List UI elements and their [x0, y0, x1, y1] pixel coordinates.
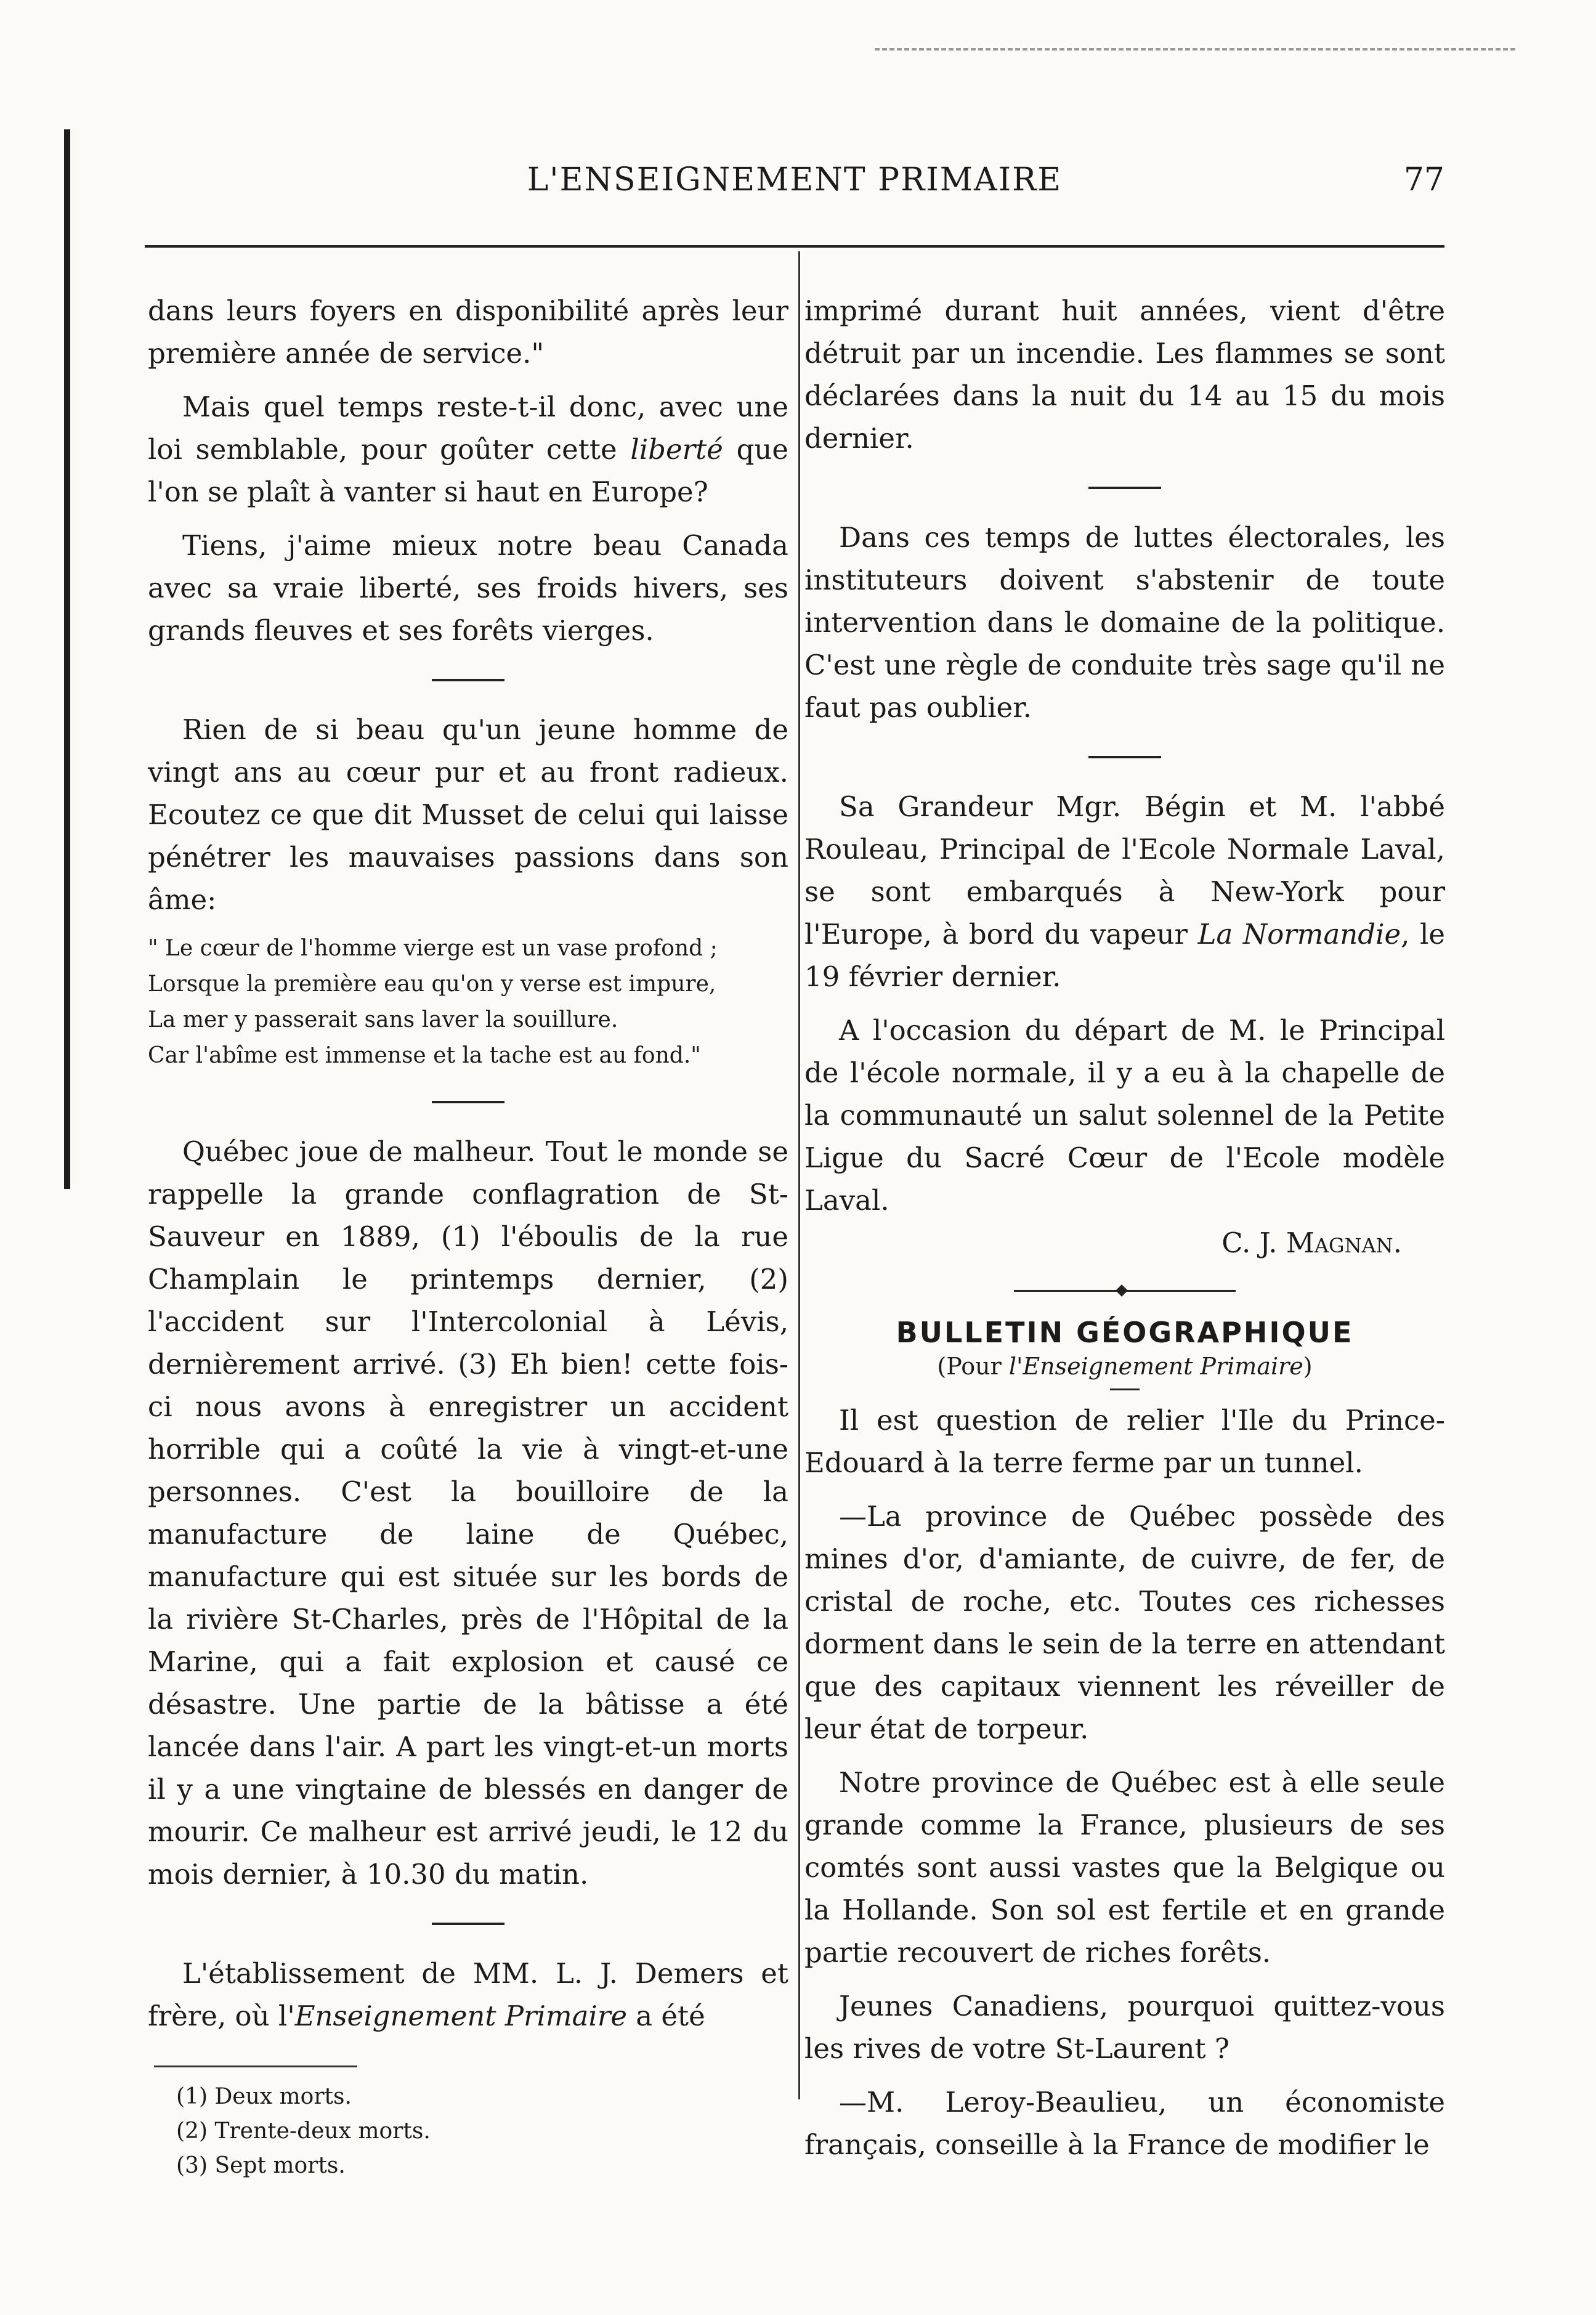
short-dash	[1110, 1389, 1140, 1390]
paragraph: Dans ces temps de luttes électorales, les instituteurs doivent s'abstenir de toute intervention dans le domaine de la politique. C'est une règle de conduite très sage qu'il ne faut pas oublier.	[804, 521, 1445, 724]
text-run: , le 19 février dernier.	[804, 918, 1445, 993]
text-run: L'établissement de MM. L. J. Demers et frère, où l'	[148, 1957, 788, 2032]
column-divider	[798, 251, 800, 2099]
paragraph: —La province de Québec possède des mines d'or, d'amiante, de cuivre, de fer, de cristal de roche, etc. Toutes ces richesses dorment dans le sein de la terre en attendant que des capitaux viennent les réveiller de leur état de torpeur.	[804, 1500, 1445, 1745]
paragraph	[804, 785, 1445, 998]
scan-margin-bar	[64, 129, 70, 1189]
signature-text: C. J. Magnan.	[1221, 1226, 1402, 1259]
running-title: L'ENSEIGNEMENT PRIMAIRE	[527, 161, 1063, 198]
footnote: (2) Trente-deux morts.	[176, 2118, 431, 2144]
text-run: )	[1303, 1353, 1313, 1380]
separator-rule	[432, 1101, 504, 1103]
text-run: Sa Grandeur Mgr. Bégin et M. l'abbé Rouleau, Principal de l'Ecole Normale Laval, se sont embarqués à New-York pour l'Europe, à bord du vapeur	[804, 790, 1445, 951]
ornament-diamond	[1116, 1284, 1128, 1297]
paragraph: —M. Leroy-Beaulieu, un économiste français, conseille à la France de modifier le	[804, 2086, 1445, 2161]
paragraph	[148, 386, 788, 513]
page-header	[145, 161, 1444, 217]
section-subheading	[804, 1353, 1445, 1380]
verse-line: Lorsque la première eau qu'on y verse est impure,	[148, 971, 716, 997]
footnote: (1) Deux morts.	[176, 2084, 352, 2109]
paragraph: Tiens, j'aime mieux notre beau Canada avec sa vraie liberté, ses froids hivers, ses grands fleuves et ses forêts vierges.	[148, 529, 788, 647]
paragraph: Rien de si beau qu'un jeune homme de vingt ans au cœur pur et au front radieux. Ecoutez ce que dit Musset de celui qui laisse pénétrer les mauvaises passions dans son âme:	[148, 713, 788, 916]
emphasis: l'Enseignement Primaire	[1008, 1353, 1303, 1380]
separator-rule	[432, 1923, 504, 1925]
text-run: a été	[626, 2000, 705, 2032]
scan-artifact-dots	[875, 48, 1515, 54]
paragraph	[148, 1952, 788, 2037]
verse-line: Car l'abîme est immense et la tache est au fond."	[148, 1043, 701, 1068]
verse-line: " Le cœur de l'homme vierge est un vase profond ;	[148, 936, 718, 961]
paragraph: A l'occasion du départ de M. le Principal de l'école normale, il y a eu à la chapelle de la communauté un salut solennel de la Petite Ligue du Sacré Cœur de l'Ecole modèle Laval.	[804, 1014, 1445, 1217]
ornamental-separator	[1014, 1286, 1236, 1295]
text-run: Mais quel temps reste-t-il donc, avec une loi semblable, pour goûter cette	[148, 391, 788, 466]
emphasis: Enseignement Primaire	[294, 2000, 627, 2032]
footnote: (3) Sept morts.	[176, 2153, 346, 2178]
left-column	[148, 290, 788, 2183]
signature	[804, 1222, 1445, 1264]
footnote-rule	[154, 2066, 357, 2067]
page-number: 77	[1403, 161, 1444, 198]
paragraph: Québec joue de malheur. Tout le monde se rappelle la grande conflagration de St-Sauveur en 1889, (1) l'éboulis de la rue Champlain le printemps dernier, (2) l'accident sur l'Intercolonial à Lévis, dernièrement arrivé. (3) Eh bien! cette fois-ci nous avons à enregistrer un accident horrible qui a coûté la vie à vingt-et-une personnes. C'est la bouilloire de la manufacture de laine de Québec, manufacture qui est située sur les bords de la rivière St-Charles, près de l'Hôpital de la Marine, qui a fait explosion et causé ce désastre. Une partie de la bâtisse a été lancée dans l'air. A part les vingt-et-un morts il y a une vingtaine de blessés en danger de mourir. Ce malheur est arrivé jeudi, le 12 du mois dernier, à 10.30 du matin.	[148, 1135, 788, 1891]
paragraph: Il est question de relier l'Ile du Prince-Edouard à la terre ferme par un tunnel.	[804, 1404, 1445, 1479]
separator-rule	[1088, 756, 1161, 758]
text-run: que l'on se plaît à vanter si haut en Europe?	[148, 433, 788, 508]
header-rule	[145, 245, 1444, 248]
section-heading: BULLETIN GÉOGRAPHIQUE	[896, 1316, 1354, 1349]
right-column	[804, 290, 1445, 2166]
emphasis: liberté	[630, 433, 723, 466]
verse-line: La mer y passerait sans laver la souillure.	[148, 1007, 618, 1032]
text-run: (Pour	[937, 1353, 1009, 1380]
verse-quote	[148, 931, 788, 1074]
paragraph: dans leurs foyers en disponibilité après leur première année de service."	[148, 294, 788, 370]
paragraph: Notre province de Québec est à elle seule grande comme la France, plusieurs de ses comtés sont aussi vastes que la Belgique ou la Hollande. Son sol est fertile et en grande partie recouvert de riches forêts.	[804, 1766, 1445, 1969]
paragraph: imprimé durant huit années, vient d'être détruit par un incendie. Les flammes se sont déclarées dans la nuit du 14 au 15 du mois dernier.	[804, 294, 1445, 455]
separator-rule	[432, 679, 504, 681]
paragraph: Jeunes Canadiens, pourquoi quittez-vous les rives de votre St-Laurent ?	[804, 1990, 1445, 2065]
separator-rule	[1088, 487, 1161, 489]
emphasis: La Normandie	[1197, 918, 1401, 951]
